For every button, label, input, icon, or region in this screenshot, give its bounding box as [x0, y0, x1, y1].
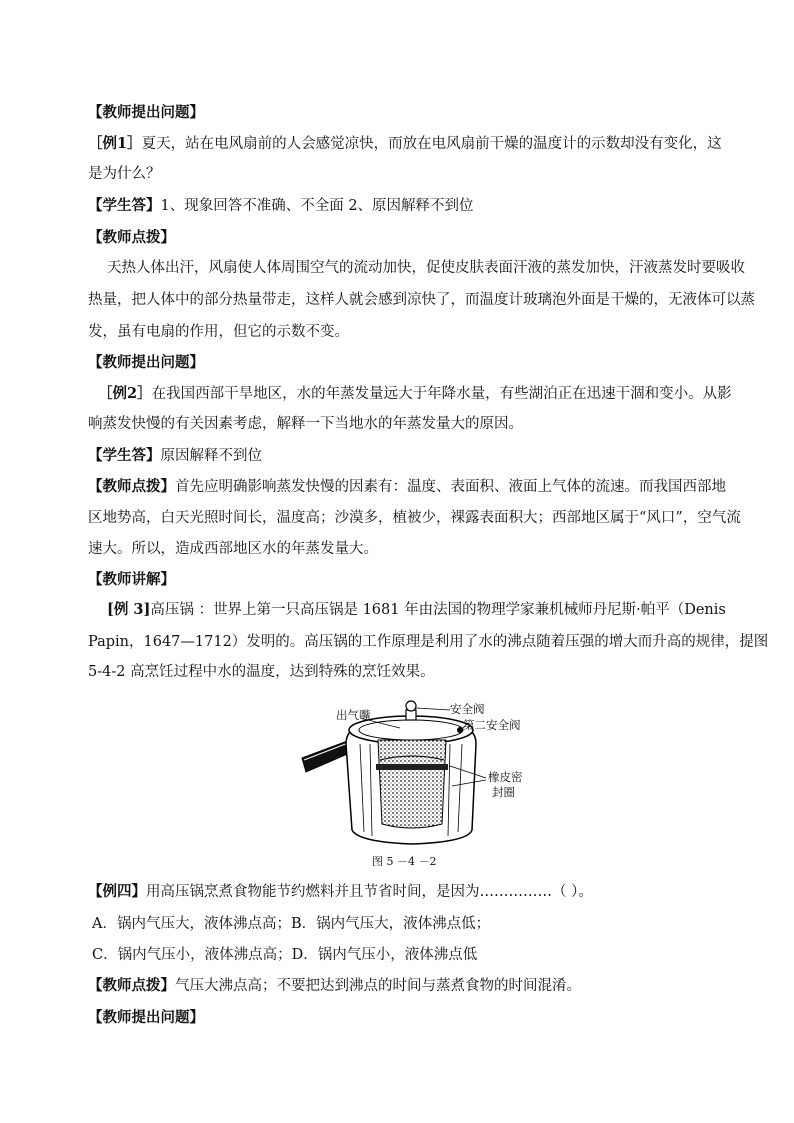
example-2-line-2: 响蒸发快慢的有关因素考虑，解释一下当地水的年蒸发量大的原因。	[88, 416, 523, 432]
figure-caption: 图 5 －4 －2	[372, 855, 437, 868]
heading-teacher-explain: 【教师讲解】	[88, 571, 175, 588]
teacher-hint-1-line-1: 天热人体出汗，风扇使人体周围空气的流动加快，促使皮肤表面汗液的蒸发加快，汗液蒸发时要吸收	[107, 260, 745, 276]
example-4-label: 【例四】	[88, 883, 146, 900]
pressure-cooker-figure	[300, 700, 540, 850]
student-answer-2	[88, 446, 262, 466]
teacher-hint-label-2: 【教师点拨】	[88, 478, 175, 495]
label-vent: 出气嘴	[336, 708, 371, 722]
student-answer-1	[88, 196, 474, 216]
example-3-label: [例 3]	[107, 601, 151, 618]
label-safety-valve: 安全阀	[450, 702, 485, 716]
teacher-hint-3	[88, 976, 581, 996]
student-answer-text-2: 原因解释不到位	[160, 448, 262, 464]
example-3-line-2: Papin，1647—1712）发明的。高压锅的工作原理是利用了水的沸点随着压强的增大而升高的规律，提图	[88, 634, 769, 650]
teacher-hint-2-line-1	[88, 477, 726, 497]
heading-teacher-question-3: 【教师提出问题】	[88, 1009, 204, 1026]
heading-teacher-question-1: 【教师提出问题】	[88, 104, 204, 121]
teacher-hint-1-line-2: 热量，把人体中的部分热量带走，这样人就会感到凉快了，而温度计玻璃泡外面是干燥的，无液体可以蒸	[88, 292, 755, 308]
student-answer-label-1: 【学生答】	[88, 197, 161, 214]
example-1-line-2: 是为什么？	[88, 166, 161, 182]
student-answer-text-1: 1、现象回答不准确、不全面 2、原因解释不到位	[160, 198, 474, 214]
example-4-question	[88, 882, 593, 902]
example-3-line-1	[107, 600, 726, 620]
student-answer-label-2: 【学生答】	[88, 447, 161, 464]
options-a-b: A．锅内气压大，液体沸点高；B．锅内气压大，液体沸点低；	[92, 916, 491, 932]
example-1-text-1: 夏天，站在电风扇前的人会感觉凉快，而放在电风扇前干燥的温度计的示数却没有变化，这	[141, 136, 722, 152]
example-1-line-1	[88, 134, 722, 154]
teacher-hint-2-line-2: 区地势高，白天光照时间长，温度高；沙漠多，植被少，裸露表面积大；西部地区属于“风口”，空气流	[88, 510, 741, 526]
example-2-text-1: 在我国西部干旱地区，水的年蒸发量远大于年降水量，有些湖泊正在迅速干涸和变小。从影	[151, 386, 732, 402]
heading-teacher-hint-1: 【教师点拨】	[88, 229, 175, 246]
example-2-label: ［例2］	[98, 385, 152, 402]
teacher-hint-2-line-3: 速大。所以，造成西部地区水的年蒸发量大。	[88, 541, 378, 557]
teacher-hint-1-line-3: 发，虽有电扇的作用，但它的示数不变。	[88, 324, 349, 340]
label-seal-ring-1: 橡皮密	[488, 770, 523, 784]
options-c-d: C．锅内气压小，液体沸点高；D．锅内气压小，液体沸点低	[92, 947, 478, 963]
example-4-text: 用高压锅烹煮食物能节约燃料并且节省时间，是因为……………（ ）。	[146, 884, 593, 900]
label-seal-ring-2: 封圈	[492, 785, 515, 799]
teacher-hint-3-text: 气压大沸点高；不要把达到沸点的时间与蒸煮食物的时间混淆。	[175, 978, 581, 994]
example-3-text-1: 高压锅 ：世界上第一只高压锅是 1681 年由法国的物理学家兼机械师丹尼斯·帕平（Denis	[150, 602, 726, 618]
teacher-hint-2-text-1: 首先应明确影响蒸发快慢的因素有：温度、表面积、液面上气体的流速。而我国西部地	[175, 479, 726, 495]
teacher-hint-label-3: 【教师点拨】	[88, 977, 175, 994]
heading-teacher-question-2: 【教师提出问题】	[88, 354, 204, 371]
example-1-label: ［例1］	[88, 135, 142, 152]
example-3-line-3: 5-4-2 高烹饪过程中水的温度，达到特殊的烹饪效果。	[88, 664, 435, 680]
example-2-line-1	[98, 384, 732, 404]
label-second-safety-valve: 第二安全阀	[463, 718, 521, 732]
